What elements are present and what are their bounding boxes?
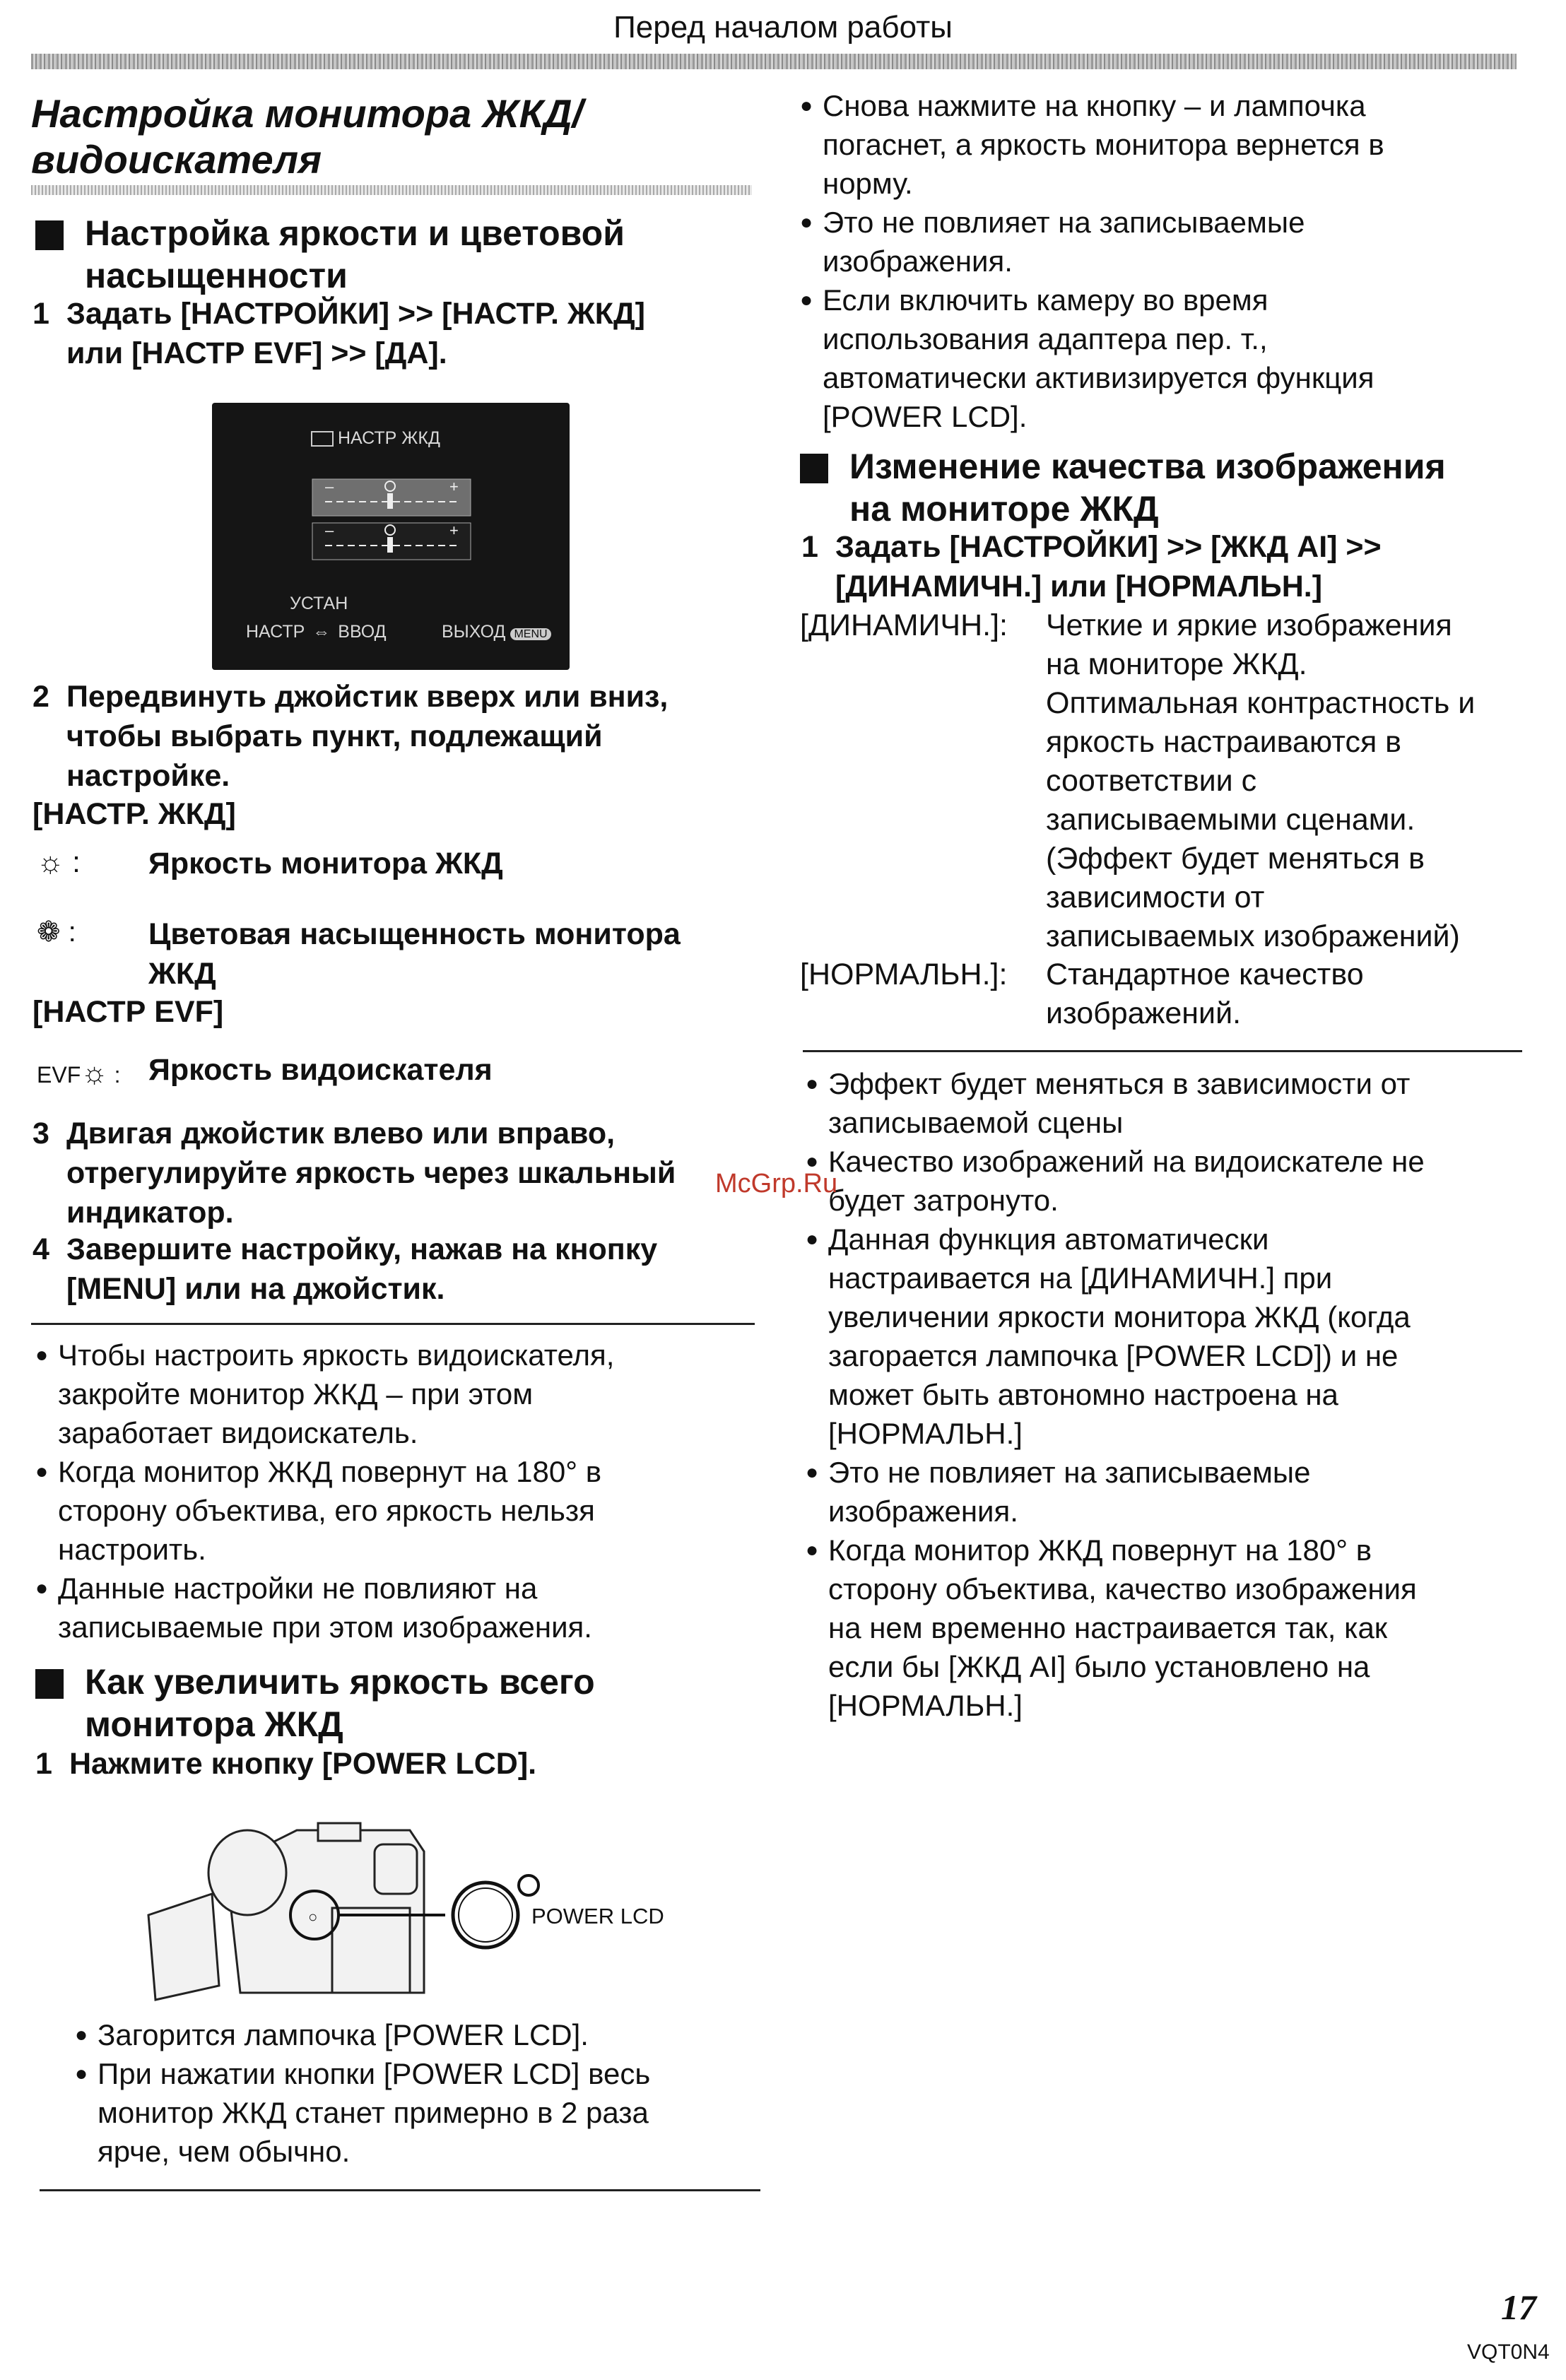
heading-line: насыщенности [85,256,348,295]
note-item [806,1453,1541,1531]
saturation-label-line: Цветовая насыщенность монитора [148,917,681,951]
heading-square-icon [35,1669,64,1699]
step-number: 2 [33,680,49,714]
divider [803,1050,1522,1052]
lcd-adjust-bars [311,473,473,587]
note-item [35,1452,763,1569]
heading-line: Как увеличить яркость всего [85,1662,595,1702]
note-line: ● Данная функция автоматически [828,1223,1269,1256]
definition-line: зависимости от [1046,880,1265,914]
note-item [35,1336,763,1452]
document-code: VQT0N4 [1467,2340,1550,2364]
step-text: отрегулируйте яркость через шкальный [66,1156,676,1190]
note-line: изображения. [823,245,1013,278]
definition-line: яркость настраиваются в [1046,725,1402,759]
note-line: настраивается на [ДИНАМИЧН.] при [828,1261,1333,1295]
step-text: Нажмите кнопку [POWER LCD]. [69,1747,537,1781]
nastr-lcd-label: [НАСТР. ЖКД] [33,797,236,831]
step-text: Передвинуть джойстик вверх или вниз, [66,680,669,714]
step-3 [33,1114,816,1232]
heading-square-icon [35,220,64,250]
note-line: ● Когда монитор ЖКД повернут на 180° в [828,1533,1372,1567]
note-line: увеличении яркости монитора ЖКД (когда [828,1300,1411,1333]
step-text: настройке. [66,759,230,793]
definition-dynamic [1046,606,1541,956]
lcd-title-text: НАСТР ЖКД [338,428,440,448]
note-line: использования адаптера пер. т., [823,322,1268,355]
note-line: ● При нажатии кнопки [POWER LCD] весь [98,2057,651,2090]
note-line: будет затронуто. [828,1184,1059,1217]
note-line: автоматически активизируется функция [823,361,1374,394]
definition-line: Оптимальная контрастность и [1046,686,1476,720]
step-text: или [НАСТР EVF] >> [ДА]. [66,336,447,370]
brightness-icon: ☼ : [37,845,81,878]
step-1 [33,294,787,373]
note-item [35,1569,763,1646]
note-line: может быть автономно настроена на [828,1378,1338,1411]
step-number: 3 [33,1117,49,1150]
note-line: записываемой сцены [828,1106,1124,1139]
note-line: ● Это не повлияет на записываемые [823,206,1305,239]
lcd-adjust-label: НАСТР [246,622,305,642]
definition-line: на мониторе ЖКД. [1046,647,1307,681]
note-line: сторону объектива, качество изображения [828,1572,1417,1606]
step-text: [MENU] или на джойстик. [66,1272,445,1306]
divider [40,2189,760,2191]
note-line: закройте монитор ЖКД – при этом [58,1377,534,1410]
main-title-line1: Настройка монитора ЖКД/ [31,91,584,136]
note-line: ● Эффект будет меняться в зависимости от [828,1067,1411,1100]
step-text: Двигая джойстик влево или вправо, [66,1117,616,1150]
note-item [806,1064,1541,1142]
note-line: ● Если включить камеру во время [823,283,1268,317]
definition-line: Стандартное качество [1046,958,1364,991]
note-line: загорается лампочка [POWER LCD]) и не [828,1339,1399,1372]
step-power-lcd [35,1744,790,1784]
color-saturation-icon: ❁ : [37,917,76,948]
notes-power-lcd [75,2015,775,2171]
lcd-nav-row [246,622,387,642]
step-number: 1 [35,1747,52,1781]
heading-line: Изменение качества изображения [849,447,1446,486]
lcd-settings-icon [311,431,334,447]
step-number: 1 [33,297,49,331]
note-line: если бы [ЖКД AI] было установлено на [828,1650,1370,1683]
step-lcd-ai [801,527,1566,606]
note-item [75,2015,775,2054]
step-text: чтобы выбрать пункт, подлежащий [66,719,603,753]
lcd-exit-label: ВЫХОД [442,622,506,642]
note-line: монитор ЖКД станет примерно в 2 раза [98,2096,649,2129]
main-title-line2: видоискателя [31,137,322,182]
step-number: 4 [33,1232,49,1266]
svg-text:–: – [325,478,334,495]
joystick-icon: ⇔ [312,622,331,642]
note-line: заработает видоискатель. [58,1416,418,1449]
term-normal: [НОРМАЛЬН.]: [800,958,1008,991]
note-line: настроить. [58,1533,206,1566]
note-item [800,203,1535,281]
step-text: Завершите настройку, нажав на кнопку [66,1232,658,1266]
note-line: [НОРМАЛЬН.] [828,1417,1023,1450]
note-item [800,86,1535,203]
section-heading-quality [800,445,1566,530]
definition-normal [1046,955,1541,1033]
note-line: погаснет, а яркость монитора вернется в [823,128,1384,161]
saturation-label-line: ЖКД [148,957,216,991]
note-line: ● Данные настройки не повлияют на [58,1572,538,1605]
step-2 [33,677,801,796]
lcd-set-label: УСТАН [290,594,348,613]
section-heading-brightness [35,212,806,297]
title-underline [31,185,752,195]
note-line: ● Чтобы настроить яркость видоискателя, [58,1338,615,1372]
section-heading-power-lcd [35,1661,806,1745]
svg-text:○: ○ [308,1908,318,1926]
definition-line: изображений. [1046,996,1242,1030]
watermark: McGrp.Ru [715,1169,838,1198]
notes-quality [806,1064,1541,1725]
note-line: записываемые при этом изображения. [58,1610,592,1644]
lcd-menu-screen [212,403,570,670]
note-item [800,281,1535,436]
svg-text:+: + [449,522,459,539]
term-dynamic: [ДИНАМИЧН.]: [800,608,1008,642]
saturation-label [148,914,681,994]
evf-brightness-icon: EVF☼ : [37,1056,121,1089]
definition-line: записываемыми сценами. [1046,803,1415,837]
note-item [806,1142,1541,1220]
note-item [806,1220,1541,1453]
heading-line: на мониторе ЖКД [849,489,1159,529]
heading-line: монитора ЖКД [85,1704,343,1744]
header-band [31,54,1517,69]
definition-line: записываемых изображений) [1046,919,1460,953]
definition-line: соответствии с [1046,764,1257,798]
svg-text:+: + [449,478,459,495]
note-item [75,2054,775,2171]
heading-square-icon [800,454,828,483]
note-line: ● Загорится лампочка [POWER LCD]. [98,2018,589,2051]
definition-line: (Эффект будет меняться в [1046,842,1425,876]
notes-brightness [35,1336,763,1646]
note-line: изображения. [828,1495,1018,1528]
divider [31,1323,755,1325]
lcd-title [311,428,440,449]
step-number: 1 [801,530,818,564]
step-text: индикатор. [66,1196,234,1230]
step-text: [ДИНАМИЧН.] или [НОРМАЛЬН.] [835,570,1323,603]
note-line: сторону объектива, его яркость нельзя [58,1494,595,1527]
step-text: Задать [НАСТРОЙКИ] >> [НАСТР. ЖКД] [66,297,645,331]
note-line: на нем временно настраивается так, как [828,1611,1388,1644]
note-line: [НОРМАЛЬН.] [828,1689,1023,1722]
note-line: ● Качество изображений на видоискателе не [828,1145,1425,1178]
power-lcd-button-label: POWER LCD [531,1904,664,1928]
note-line: ● Снова нажмите на кнопку – и лампочка [823,89,1366,122]
lcd-menu-badge: MENU [510,628,551,640]
running-header: Перед началом работы [613,10,953,45]
evf-icon-text: EVF [37,1062,81,1088]
note-line: ● Это не повлияет на записываемые [828,1456,1311,1489]
note-line: норму. [823,167,913,200]
lcd-enter-label: ВВОД [338,622,387,642]
note-line: ярче, чем обычно. [98,2135,351,2168]
svg-text:–: – [325,522,334,539]
brightness-label: Яркость монитора ЖКД [148,847,503,880]
notes-power-lcd-continued [800,86,1535,436]
lcd-exit [442,622,551,642]
step-4 [33,1230,816,1309]
note-line: [POWER LCD]. [823,400,1028,433]
heading-line: Настройка яркости и цветовой [85,213,625,253]
note-item [806,1531,1541,1725]
page-number: 17 [1501,2287,1536,2327]
nastr-evf-label: [НАСТР EVF] [33,995,224,1029]
evf-brightness-label: Яркость видоискателя [148,1053,493,1087]
note-line: ● Когда монитор ЖКД повернут на 180° в [58,1455,602,1488]
definition-line: Четкие и яркие изображения [1046,608,1452,642]
step-text: Задать [НАСТРОЙКИ] >> [ЖКД AI] >> [835,530,1382,564]
